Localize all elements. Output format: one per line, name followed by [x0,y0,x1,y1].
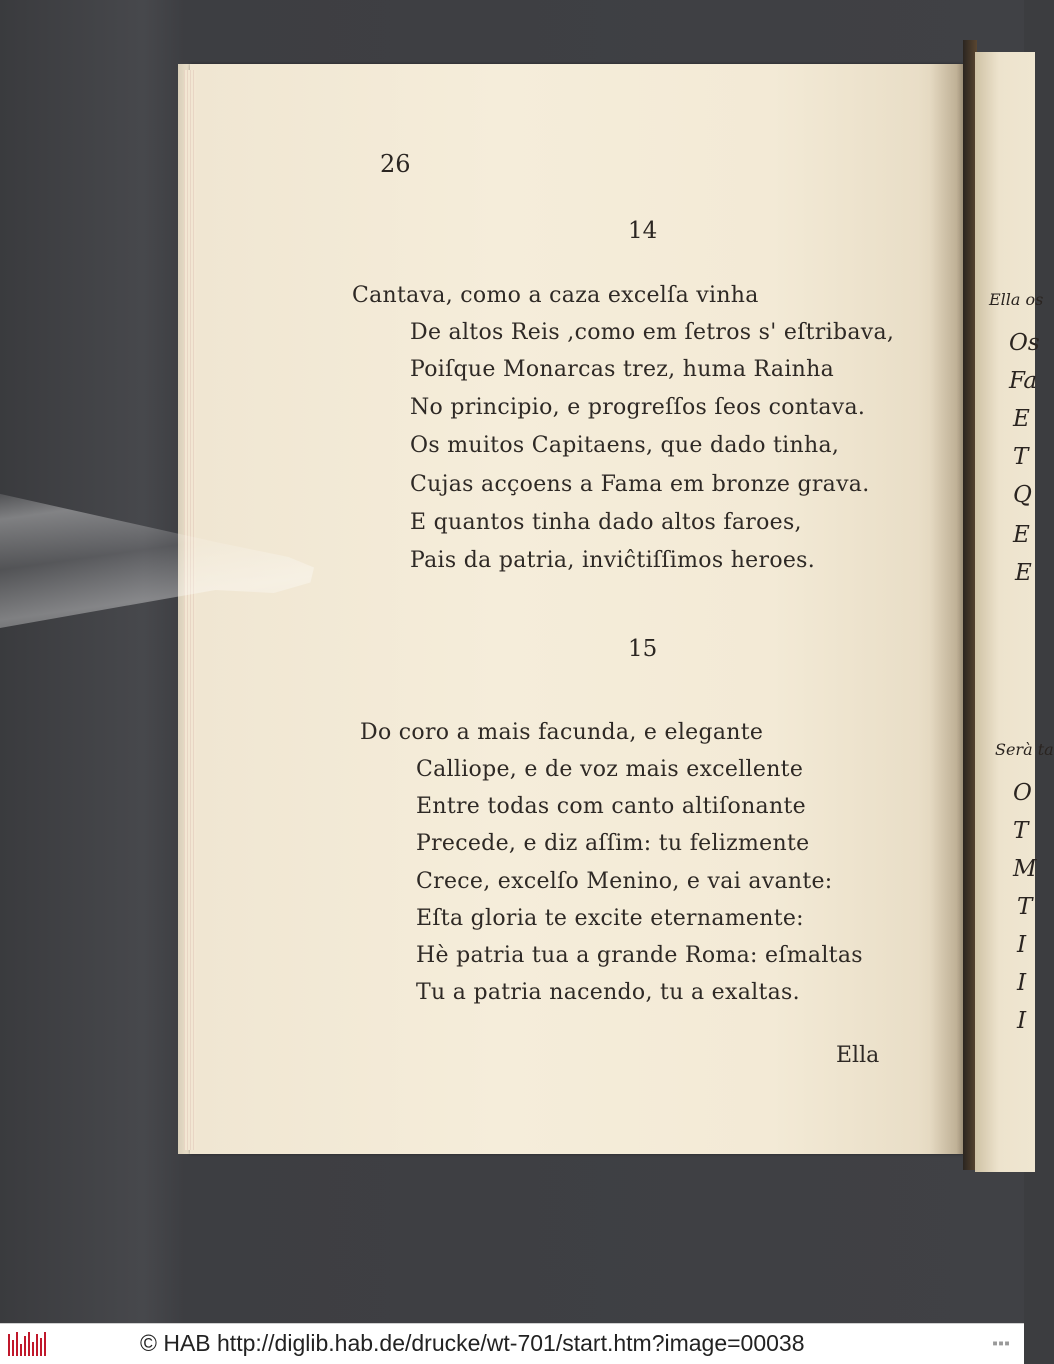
verse-line: Calliope, e de voz mais excellente [416,757,804,782]
adjacent-page-text: E [1013,406,1030,432]
adjacent-page-text: Serà ta [995,740,1054,759]
verse-line: E quantos tinha dado altos faroes, [410,510,802,535]
adjacent-page-text: T [1013,444,1029,470]
adjacent-page-text: I [1017,932,1027,958]
stanza-number: 14 [628,218,658,244]
verse-line: Precede, e diz aſſim: tu felizmente [416,831,810,856]
adjacent-page-text: T [1013,818,1029,844]
adjacent-page-text: Fa [1009,368,1038,394]
verse-line: Os muitos Capitaens, que dado tinha, [410,433,840,458]
adjacent-page-text: E [1015,560,1032,586]
copyright-url[interactable]: © HAB http://diglib.hab.de/drucke/wt-701/start.htm?image=00038 [140,1330,805,1356]
adjacent-page-text: Ella os [989,290,1044,309]
verse-line: Crece, excelſo Menino, e vai avante: [416,869,833,894]
catchword: Ella [836,1043,880,1068]
verse-line: No principio, e progreſſos ſeos contava. [410,395,866,420]
adjacent-page-text: E [1013,522,1030,548]
adjacent-page-text: I [1017,1008,1027,1034]
adjacent-page-text: I [1017,970,1027,996]
verse-line: De altos Reis ,como em ſetros s' eſtribava, [410,320,895,345]
adjacent-page-text: M [1013,856,1037,882]
verse-line: Entre todas com canto altiſonante [416,794,806,819]
adjacent-page-text: T [1017,894,1033,920]
verse-line: Cujas acçoens a Fama em bronze grava. [410,472,870,497]
page-edges [184,70,196,1150]
verse-line: Eſta gloria te excite eternamente: [416,906,804,931]
verse-line: Pais da patria, inviĉtiſſimos heroes. [410,548,816,573]
stanza-number: 15 [628,636,658,662]
verse-line: Tu a patria nacendo, tu a exaltas. [416,980,800,1005]
more-icon: ▪▪▪ [991,1338,1010,1349]
verse-line: Do coro a mais facunda, e elegante [360,720,764,745]
verse-line: Poiſque Monarcas trez, huma Rainha [410,357,835,382]
footer-bar [0,1323,1024,1364]
adjacent-page-text: Os [1009,330,1040,356]
adjacent-page-text: O [1013,780,1032,806]
verse-line: Cantava, como a caza excelſa vinha [352,283,759,308]
hab-logo-icon [8,1332,46,1356]
verse-line: Hè patria tua a grande Roma: eſmaltas [416,943,863,968]
adjacent-page-text: Q [1013,482,1032,508]
adjacent-page [975,52,1054,1172]
page-number: 26 [380,150,411,178]
